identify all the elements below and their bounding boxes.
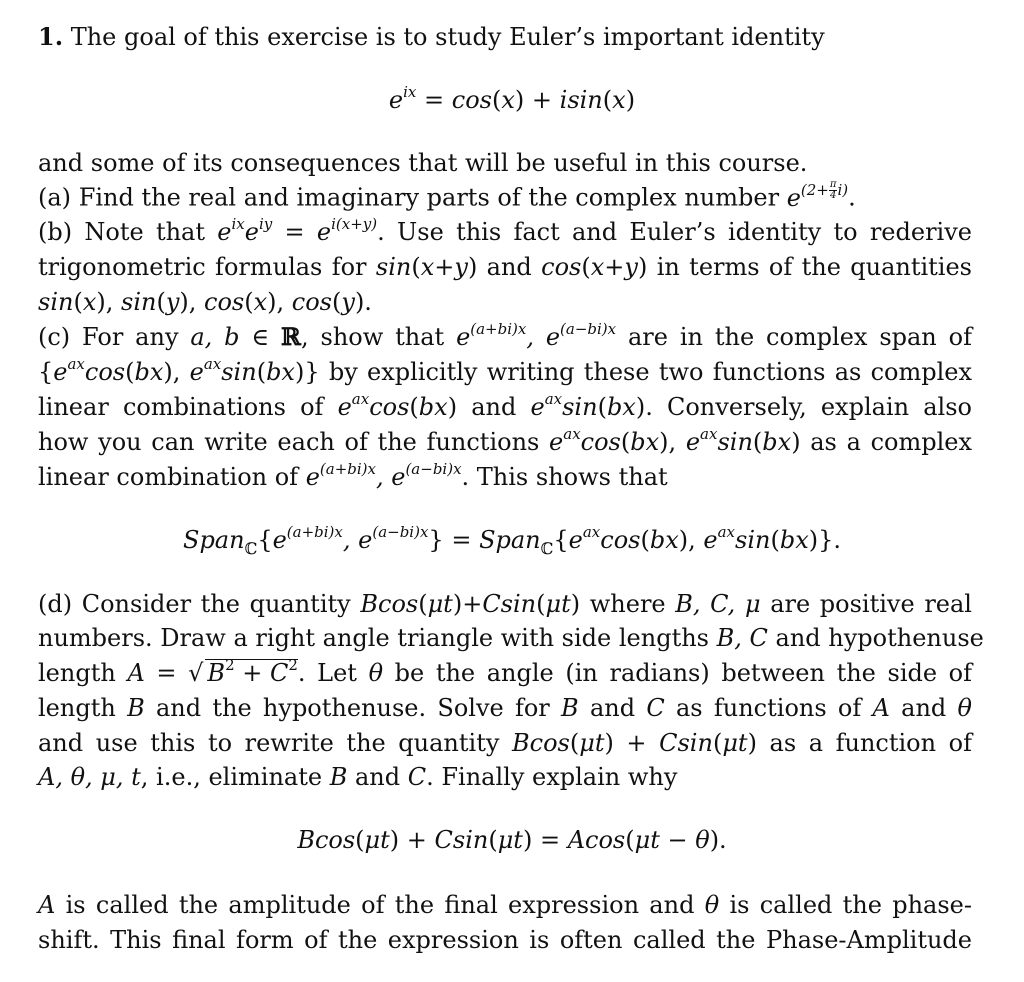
part-d-l6-and: and [354, 763, 401, 791]
part-d-l2-pre: numbers. Draw a right angle triangle with side lengths [38, 624, 709, 652]
closing-l1-b: is called the phase- [729, 891, 972, 919]
part-d-l2-post: and hypothenuse [775, 624, 984, 652]
part-c-l5-pre: linear combination of [38, 463, 299, 491]
part-d-l4-pre: length [38, 694, 116, 722]
part-d-line-3: length A = √ $B^2 + C^2$. Let θ be the angle (in radians) between the side of [38, 656, 972, 687]
problem-number: 1. [38, 22, 64, 51]
part-c-l5-post: . This shows that [461, 463, 668, 491]
part-b-text-2: . Use this fact and Euler’s identity to rederive [377, 218, 972, 246]
part-b-line2-post: in terms of the quantities [656, 253, 972, 281]
part-c-line-1: (c) For any a, b ∈ ℝ, show that $e^{(a+bi)x}$, $e^{(a-bi)x}$ are in the complex span of [38, 320, 972, 351]
part-b-line2-pre: trigonometric formulas for [38, 253, 367, 281]
part-d-label: (d) [38, 590, 73, 618]
part-c-line-3: linear combinations of $e^{ax}\cos(bx)$ and $e^{ax}\sin(bx)$. Conversely, explain also [38, 390, 972, 421]
part-d-l1-mid: where [589, 590, 666, 618]
part-d-line-6: A, θ, μ, t, i.e., eliminate B and C. Finally explain why [38, 763, 678, 791]
part-d-l6-end: . Finally explain why [426, 763, 678, 791]
part-c-l4-post: as a complex [810, 428, 972, 456]
intro-text: The goal of this exercise is to study Euler’s important identity [70, 23, 825, 51]
part-d-l5-post: as a function of [769, 729, 972, 757]
closing-line-2: shift. This final form of the expression is often called the Phase-Amplitude [38, 926, 972, 954]
part-b-line-2: trigonometric formulas for sin(x+y) and cos(x+y) in terms of the quantities [38, 253, 972, 281]
part-c-label: (c) [38, 323, 71, 351]
part-c-l3-pre: linear combinations of [38, 393, 324, 421]
part-b-line2-mid: and [486, 253, 532, 281]
span-equation: $Span_ℂ\{e^{(a+bi)x}$, $e^{(a-bi)x}$} = $Span_ℂ\{e^{ax}\cos(bx)$, $e^{ax}\sin(bx)$}. [183, 523, 841, 558]
closing-line-1: A is called the amplitude of the final expression and θ is called the phase- [38, 891, 972, 919]
part-c-l3-mid: and [471, 393, 517, 421]
part-b-label: (b) [38, 218, 73, 246]
part-c-l1-mid: show that [320, 323, 445, 351]
part-d-line-2: numbers. Draw a right angle triangle with side lengths B, C and hypothenuse [38, 624, 984, 652]
part-b-text-1: Note that [84, 218, 206, 246]
part-a: (a) Find the real and imaginary parts of the complex number $e^{(2+ \frac{\pi}{4} i)}$. [38, 179, 856, 212]
part-c-line-5: linear combination of $e^{(a+bi)x}$, $e^{(a-bi)x}$. This shows that [38, 460, 668, 491]
part-d-l1-post: are positive real [770, 590, 972, 618]
part-d-l6-post: , i.e., eliminate [140, 763, 323, 791]
part-d-l4-and: and [589, 694, 636, 722]
part-d-l3-pre: length [38, 659, 116, 687]
part-c-l1-pre: For any [82, 323, 179, 351]
part-c-line-4: how you can write each of the functions $e^{ax}\cos(bx)$, $e^{ax}\sin(bx)$ as a complex [38, 425, 972, 456]
part-c-l1-post: are in the complex span of [628, 323, 972, 351]
part-d-line-5: and use this to rewrite the quantity Bcos(μt) + Csin(μt) as a function of [38, 729, 972, 757]
part-d-l4-and2: and [901, 694, 947, 722]
euler-identity-equation: $e^{ix} = \cos(x) + isin(x)$ [388, 83, 636, 114]
part-b-line-1: (b) Note that $e^{ix}e^{iy} = e^{i(x+y)}$. Use this fact and Euler’s identity to rederive [38, 215, 972, 246]
phase-amplitude-equation: Bcos(μt) + Csin(μt) = Acos(μt − θ). [297, 826, 727, 854]
after-identity-text: and some of its consequences that will be useful in this course. [38, 149, 808, 177]
part-d-l3-mid: . Let [297, 659, 357, 687]
part-d-l4-as: as functions of [676, 694, 862, 722]
part-c-line-2: {$e^{ax}\cos(bx)$, $e^{ax}\sin(bx)$} by explicitly writing these two functions as complex [38, 355, 972, 386]
part-b-line-3: sin(x), sin(y), cos(x), cos(y). [38, 288, 372, 316]
part-c-l3-post: . Conversely, explain also [645, 393, 972, 421]
part-a-label: (a) [38, 183, 72, 212]
part-a-text: Find the real and imaginary parts of the complex number [78, 183, 780, 212]
part-c-l4-pre: how you can write each of the functions [38, 428, 540, 456]
part-c-l2-post: by explicitly writing these two functions as complex [328, 358, 972, 386]
part-d-line-4: length B and the hypothenuse. Solve for B and C as functions of A and θ [38, 694, 972, 722]
problem-heading [38, 22, 972, 52]
closing-l1-a: is called the amplitude of the final expression and [65, 891, 695, 919]
part-d-l1-pre: Consider the quantity [81, 590, 351, 618]
part-d-l4-mid: and the hypothenuse. Solve for [155, 694, 550, 722]
part-d-l5-pre: and use this to rewrite the quantity [38, 729, 500, 757]
part-d-l3-post: be the angle (in radians) between the side of [394, 659, 972, 687]
part-d-line-1: (d) Consider the quantity Bcos(μt)+Csin(μt) where B, C, μ are positive real [38, 590, 972, 618]
